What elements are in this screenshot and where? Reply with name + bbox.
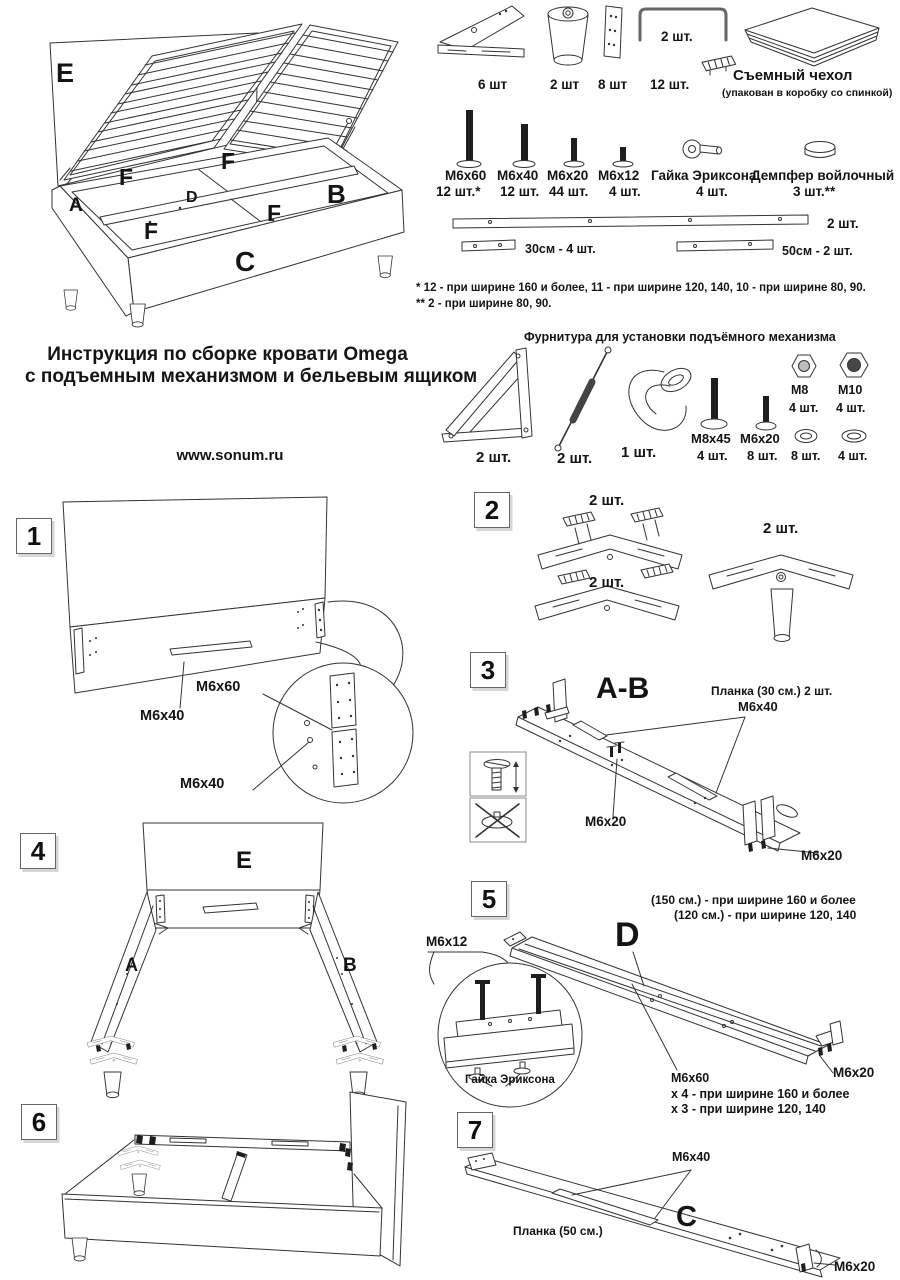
erikson-nut-icon <box>683 140 722 158</box>
bed-label-d: D <box>186 189 198 206</box>
damper-label: Демпфер войлочный <box>751 168 895 183</box>
s5-m6x60-l3: х 3 - при ширине 120, 140 <box>671 1102 826 1116</box>
step-3-badge: 3 <box>470 652 506 688</box>
s1-m6x40-bottom: M6x40 <box>180 776 225 792</box>
page-title-line2: с подъемным механизмом и бельевым ящиком <box>25 366 478 387</box>
s7-m6x40: M6x40 <box>672 1150 711 1164</box>
bed-leg-icon <box>548 7 588 65</box>
m6x40-qty: 12 шт. <box>500 184 540 199</box>
s2-qty1: 2 шт. <box>589 492 625 509</box>
cover-sub: (упакован в коробку со спинкой) <box>722 87 893 99</box>
handle-qty: 2 шт. <box>661 29 693 44</box>
s5-note2: (120 см.) - при ширине 120, 140 <box>674 908 857 922</box>
pad-qty: 12 шт. <box>650 77 690 92</box>
s7-c: C <box>676 1201 697 1233</box>
s1-m6x60: M6x60 <box>196 679 241 695</box>
step-4-badge: 4 <box>20 833 56 869</box>
step6-diagram <box>10 1088 455 1280</box>
m10-qty: 4 шт. <box>836 401 866 415</box>
s4-a: A <box>125 955 138 975</box>
s3-m6x20-right: M6x20 <box>801 848 843 863</box>
s3-ab: A-B <box>596 672 650 705</box>
s4-e: E <box>236 847 253 874</box>
felt-pad-icon <box>702 56 736 75</box>
s5-erikson: Гайка Эриксона <box>465 1074 555 1086</box>
step4-diagram <box>10 808 455 1100</box>
m10-label: M10 <box>838 383 863 397</box>
plate-qty: 8 шт <box>598 77 628 92</box>
m8-qty: 4 шт. <box>789 401 819 415</box>
bed-label-b: B <box>327 179 346 209</box>
bed-label-e: E <box>56 58 75 88</box>
strap-icon <box>629 364 695 431</box>
erikson-label: Гайка Эриксона <box>651 168 757 183</box>
note-1: * 12 - при ширине 160 и более, 11 - при ширине 120, 140, 10 - при ширине 80, 90. <box>416 282 866 294</box>
bolt-m6x60-icon <box>457 110 481 168</box>
m6x20-qty: 44 шт. <box>549 184 589 199</box>
bed-label-f1: F <box>119 164 134 190</box>
washer8-qty: 8 шт. <box>791 449 821 463</box>
flat-plate-icon <box>604 6 622 58</box>
spring-qty: 2 шт. <box>557 450 593 467</box>
bracket-qty: 6 шт <box>478 77 508 92</box>
s5-note1: (150 см.) - при ширине 160 и более <box>651 893 856 907</box>
step-1-badge: 1 <box>16 518 52 554</box>
cover-title: Съемный чехол <box>733 67 853 84</box>
washer-4-icon <box>842 430 866 442</box>
rail30-label: 30см - 4 шт. <box>525 242 596 256</box>
bed-label-c: C <box>235 246 256 277</box>
s5-m6x60-l2: х 4 - при ширине 160 и более <box>671 1087 850 1101</box>
s4-b: B <box>343 955 357 976</box>
website-url: www.sonum.ru <box>176 447 284 464</box>
step-7-badge: 7 <box>457 1112 493 1148</box>
s5-m6x60: M6x60 <box>671 1071 710 1085</box>
bed-label-f3: F <box>144 218 159 244</box>
m6x40-label: M6x40 <box>497 168 539 183</box>
note-2: ** 2 - при ширине 80, 90. <box>416 298 552 310</box>
step-2-badge: 2 <box>474 492 510 528</box>
bolt-m6x40-icon <box>513 124 535 168</box>
m6x60-qty: 12 шт.* <box>436 184 481 199</box>
rail-30cm-icon <box>462 240 515 251</box>
strap-qty: 1 шт. <box>621 444 657 461</box>
bolt-m8x45-icon <box>701 378 727 429</box>
s1-m6x40-top: M6x40 <box>140 708 185 724</box>
s7-planka: Планка (50 см.) <box>513 1224 603 1238</box>
s3-planka: Планка (30 см.) 2 шт. <box>711 684 833 698</box>
step-5-badge: 5 <box>471 881 507 917</box>
cover-icon <box>745 8 879 66</box>
s3-m6x20-left: M6x20 <box>585 814 627 829</box>
step-6-badge: 6 <box>21 1104 57 1140</box>
m8x45-label: M8x45 <box>691 431 731 446</box>
m8x45-qty: 4 шт. <box>697 448 728 463</box>
kit-m6x20-label: M6x20 <box>740 431 780 446</box>
nut-m10-icon <box>840 353 868 377</box>
rail-long-icon <box>453 215 808 228</box>
lift-kit-title: Фурнитура для установки подъёмного механизма <box>524 330 836 344</box>
m6x20-label: M6x20 <box>547 168 589 183</box>
nut-m8-icon <box>792 355 816 377</box>
felt-damper-icon <box>805 142 835 158</box>
step2-diagram <box>460 478 900 663</box>
gas-spring-icon <box>555 347 611 451</box>
damper-qty: 3 шт.** <box>793 184 836 199</box>
bolt-m6x20-icon <box>564 138 584 167</box>
rail-long-qty: 2 шт. <box>827 216 859 231</box>
lift-mechanism-icon <box>442 348 532 442</box>
m6x60-label: M6x60 <box>445 168 487 183</box>
bed-label-f2: F <box>221 148 236 174</box>
corner-bracket-icon <box>438 6 524 57</box>
bed-label-a: A <box>69 195 83 216</box>
kit-m6x20-qty: 8 шт. <box>747 448 778 463</box>
s3-m6x40: M6x40 <box>738 699 778 714</box>
leg-qty: 2 шт <box>550 77 580 92</box>
step1-diagram <box>10 480 460 825</box>
page-title-line1: Инструкция по сборке кровати Omega <box>47 344 408 365</box>
m8-label: M8 <box>791 383 809 397</box>
bolt-m6x12-icon <box>613 147 633 167</box>
washer4-qty: 4 шт. <box>838 449 868 463</box>
rail-50cm-icon <box>677 240 773 251</box>
mech-qty: 2 шт. <box>476 449 512 466</box>
step7-diagram <box>440 1108 900 1280</box>
s5-m6x20: M6x20 <box>833 1065 875 1080</box>
s7-m6x20: M6x20 <box>834 1259 876 1274</box>
m6x12-label: M6x12 <box>598 168 640 183</box>
erikson-qty: 4 шт. <box>696 184 728 199</box>
s2-qty2: 2 шт. <box>589 574 625 591</box>
s2-qty3: 2 шт. <box>763 520 799 537</box>
rail50-label: 50см - 2 шт. <box>782 244 853 258</box>
washer-8-icon <box>795 430 817 443</box>
m6x12-qty: 4 шт. <box>609 184 641 199</box>
bed-label-f4: F <box>267 200 282 226</box>
s5-d: D <box>615 916 640 954</box>
bolt-m6x20-kit-icon <box>756 396 776 430</box>
s5-m6x12: M6x12 <box>426 934 468 949</box>
